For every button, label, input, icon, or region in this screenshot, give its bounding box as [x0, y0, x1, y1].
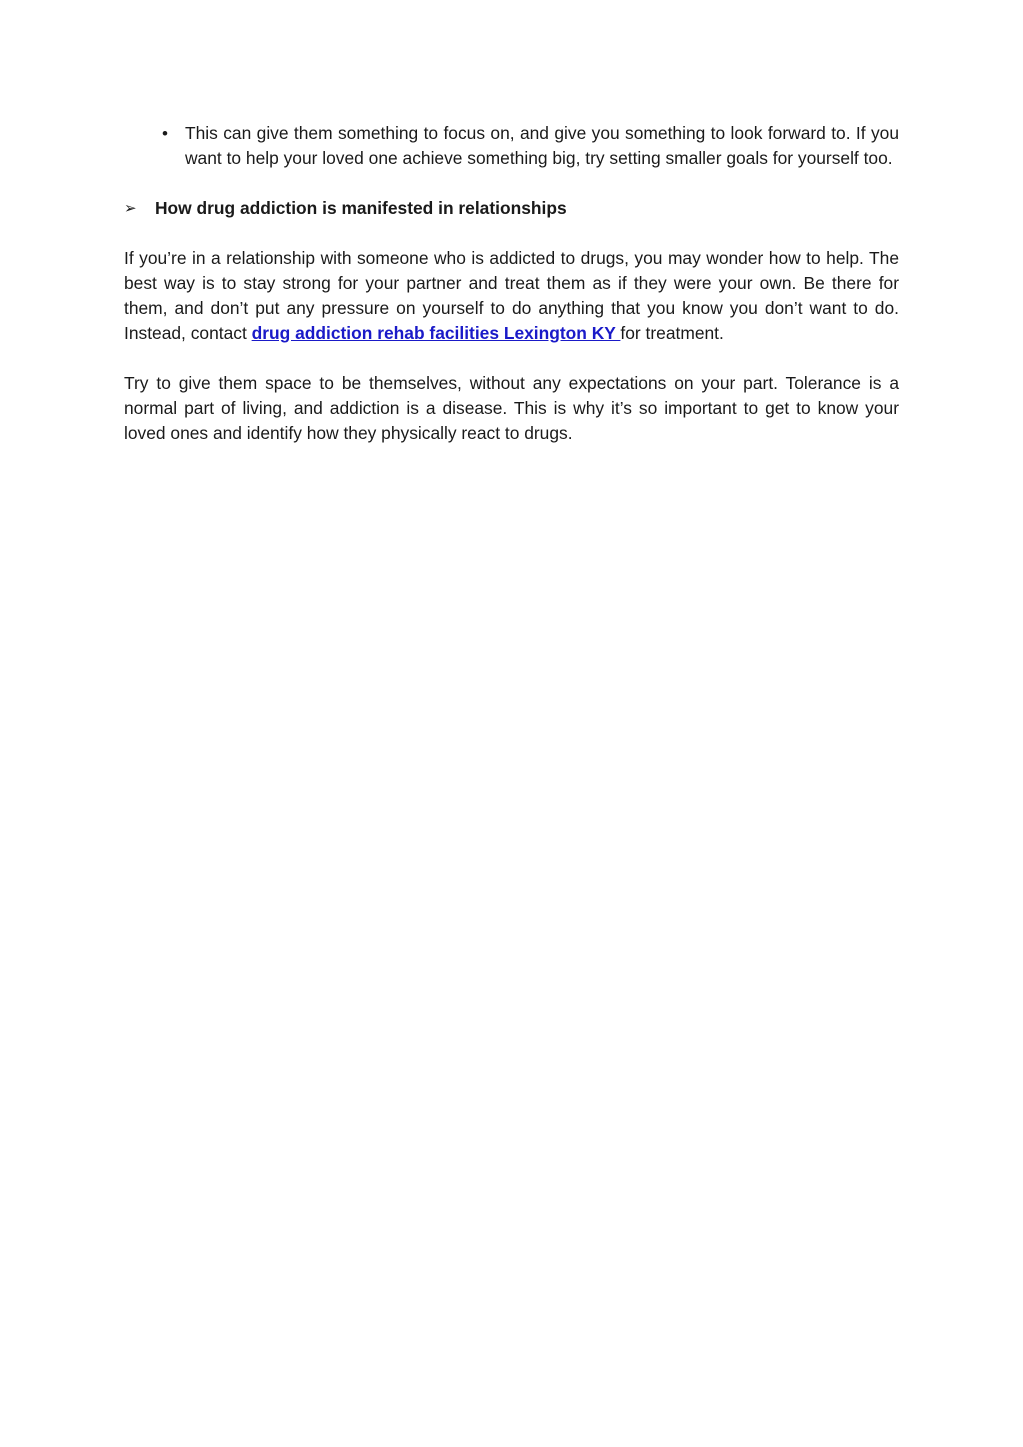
- section-heading: [124, 196, 899, 221]
- document-page: [124, 121, 899, 446]
- paragraph-relationship-help: [124, 246, 899, 346]
- bullet-item: [124, 121, 899, 171]
- paragraph-give-space: [124, 371, 899, 446]
- paragraph-text-after-link: for treatment.: [620, 323, 724, 343]
- section-heading-text: How drug addiction is manifested in relationships: [155, 198, 567, 218]
- bullet-text: This can give them something to focus on, and give you something to look forward to. If you want to help your loved one achieve something big, try setting smaller goals for yourself too.: [185, 123, 899, 168]
- paragraph-text: Try to give them space to be themselves, without any expectations on your part. Tolerance is a normal part of living, and addiction is a disease. This is why it’s so important to get to know your loved ones and identify how they physically react to drugs.: [124, 373, 899, 443]
- bullet-icon: •: [162, 124, 168, 143]
- arrow-bullet-icon: ➢: [124, 200, 137, 217]
- rehab-facilities-link[interactable]: drug addiction rehab facilities Lexington KY: [251, 323, 621, 343]
- paragraph-text-before-link: If you’re in a relationship with someone who is addicted to drugs, you may wonder how to help. The best way is to stay strong for your partner and treat them as if they were your own. Be there for them, and don’t put any pressure on yourself to do anything that you know you don’t want to do. Instead, contact: [124, 248, 899, 343]
